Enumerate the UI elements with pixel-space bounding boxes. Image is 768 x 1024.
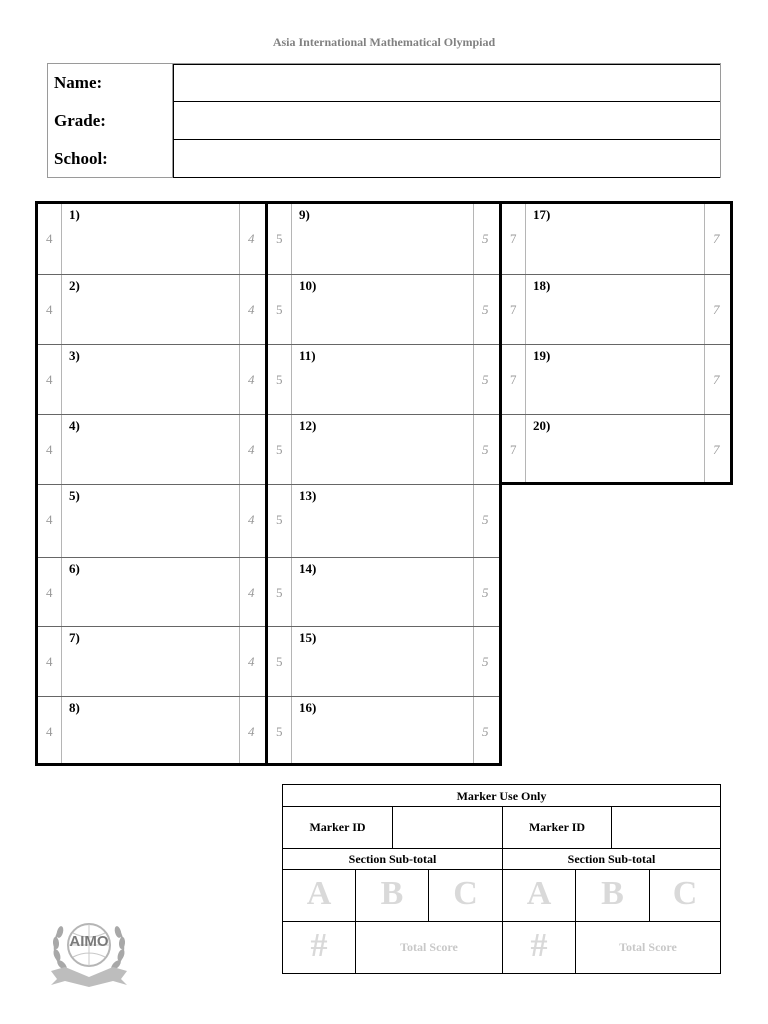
points-column-left — [502, 204, 526, 274]
answer-cell[interactable] — [38, 484, 265, 557]
answer-cell[interactable] — [502, 344, 730, 414]
hash-symbol-2: # — [530, 927, 548, 964]
points-column-right — [239, 627, 265, 696]
section-b-letter-2: B — [601, 875, 624, 912]
points-column-left — [38, 485, 62, 557]
points-column-left — [38, 558, 62, 626]
points-value-right: 5 — [482, 442, 489, 457]
points-value-left: 5 — [276, 442, 283, 457]
points-column-left — [268, 415, 292, 484]
marker-id-label-2: Marker ID — [528, 820, 586, 834]
question-number: 7) — [69, 630, 80, 645]
points-value-right: 4 — [248, 442, 255, 457]
points-column-right — [473, 485, 499, 557]
points-column-right — [473, 415, 499, 484]
points-column-left — [268, 204, 292, 274]
logo-text: AIMO — [69, 933, 109, 950]
points-column-left — [38, 275, 62, 344]
points-column-left — [268, 558, 292, 626]
question-number: 5) — [69, 488, 80, 503]
question-number: 20) — [533, 418, 551, 433]
question-number: 17) — [533, 207, 551, 222]
points-value-right: 4 — [248, 372, 255, 387]
answer-cell[interactable] — [38, 414, 265, 484]
subtotal-cell-2 — [502, 848, 721, 870]
section-b-cell-1[interactable] — [355, 869, 429, 922]
hash-cell-1[interactable] — [282, 921, 356, 974]
points-value-right: 4 — [248, 724, 255, 739]
points-column-right — [704, 204, 730, 274]
question-number: 15) — [299, 630, 317, 645]
grade-label: Grade: — [48, 102, 173, 140]
points-column-right — [473, 275, 499, 344]
answer-group-1 — [35, 201, 268, 766]
points-column-left — [268, 485, 292, 557]
section-a-cell-2[interactable] — [502, 869, 576, 922]
answer-cell[interactable] — [38, 344, 265, 414]
subtotal-cell-1 — [282, 848, 503, 870]
points-value-right: 7 — [713, 442, 720, 457]
question-number: 4) — [69, 418, 80, 433]
subtotal-label-1: Section Sub-total — [348, 852, 437, 866]
question-number: 19) — [533, 348, 551, 363]
points-value-left: 5 — [276, 231, 283, 246]
subtotal-label-2: Section Sub-total — [567, 852, 656, 866]
points-value-right: 5 — [482, 654, 489, 669]
points-value-left: 5 — [276, 302, 283, 317]
points-value-right: 4 — [248, 231, 255, 246]
points-value-right: 5 — [482, 231, 489, 246]
section-a-letter-2: A — [526, 875, 552, 912]
points-value-left: 4 — [46, 372, 53, 387]
marker-id-label-1: Marker ID — [309, 820, 366, 834]
points-value-left: 5 — [276, 654, 283, 669]
question-number: 2) — [69, 278, 80, 293]
section-c-cell-2[interactable] — [649, 869, 721, 922]
question-number: 10) — [299, 278, 317, 293]
school-field[interactable] — [173, 140, 720, 178]
points-value-left: 5 — [276, 724, 283, 739]
student-info-table — [47, 63, 721, 178]
points-value-left: 7 — [510, 372, 517, 387]
section-c-letter-2: C — [672, 875, 698, 912]
points-column-right — [473, 345, 499, 414]
points-column-left — [38, 697, 62, 763]
points-value-left: 5 — [276, 585, 283, 600]
section-c-cell-1[interactable] — [428, 869, 503, 922]
answer-group-2 — [265, 201, 502, 766]
points-value-left: 7 — [510, 302, 517, 317]
points-column-right — [239, 558, 265, 626]
grade-field[interactable] — [173, 102, 720, 140]
points-column-right — [239, 275, 265, 344]
points-value-left: 4 — [46, 512, 53, 527]
points-column-left — [502, 345, 526, 414]
hash-cell-2[interactable] — [502, 921, 576, 974]
school-row — [48, 140, 720, 178]
points-value-left: 4 — [46, 585, 53, 600]
question-number: 8) — [69, 700, 80, 715]
marker-title-cell — [282, 784, 721, 807]
points-column-right — [704, 345, 730, 414]
question-number: 18) — [533, 278, 551, 293]
answer-cell[interactable] — [38, 204, 265, 274]
points-column-right — [239, 485, 265, 557]
question-number: 13) — [299, 488, 317, 503]
points-column-right — [473, 558, 499, 626]
question-number: 11) — [299, 348, 316, 363]
points-column-left — [502, 415, 526, 482]
points-column-right — [473, 627, 499, 696]
points-value-right: 5 — [482, 724, 489, 739]
points-value-left: 7 — [510, 231, 517, 246]
marker-title: Marker Use Only — [456, 789, 547, 803]
points-column-left — [38, 345, 62, 414]
total-score-cell-1[interactable] — [355, 921, 503, 974]
answer-cell[interactable] — [268, 696, 499, 763]
points-column-right — [473, 697, 499, 763]
points-value-left: 4 — [46, 442, 53, 457]
points-column-left — [268, 345, 292, 414]
points-value-left: 5 — [276, 512, 283, 527]
section-a-cell-1[interactable] — [282, 869, 356, 922]
marker-id-field-1[interactable] — [392, 806, 503, 849]
points-column-right — [704, 415, 730, 482]
answer-cell[interactable] — [268, 484, 499, 557]
points-value-right: 7 — [713, 302, 720, 317]
total-score-label-2: Total Score — [619, 940, 677, 954]
section-a-letter-1: A — [306, 875, 332, 912]
name-field[interactable] — [173, 64, 720, 102]
points-column-right — [473, 204, 499, 274]
points-value-right: 4 — [248, 654, 255, 669]
points-column-left — [268, 627, 292, 696]
marker-use-table — [282, 784, 721, 974]
section-b-letter-1: B — [380, 875, 404, 912]
points-value-right: 5 — [482, 585, 489, 600]
name-row — [48, 64, 720, 102]
school-label: School: — [48, 140, 173, 178]
answer-cell[interactable] — [38, 274, 265, 344]
answer-cell[interactable] — [268, 204, 499, 274]
total-score-label-1: Total Score — [400, 940, 458, 954]
question-number: 16) — [299, 700, 317, 715]
points-column-left — [38, 415, 62, 484]
points-column-right — [239, 697, 265, 763]
points-value-right: 4 — [248, 302, 255, 317]
points-column-left — [268, 697, 292, 763]
points-column-right — [704, 275, 730, 344]
marker-id-field-2[interactable] — [611, 806, 721, 849]
answer-cell[interactable] — [38, 696, 265, 763]
name-label: Name: — [48, 64, 173, 102]
points-value-right: 5 — [482, 302, 489, 317]
page-title: Asia International Mathematical Olympiad — [272, 35, 496, 49]
answer-cell[interactable] — [268, 274, 499, 344]
question-number: 6) — [69, 561, 80, 576]
points-value-left: 4 — [46, 654, 53, 669]
answer-cell[interactable] — [38, 626, 265, 696]
answer-group-3 — [499, 201, 733, 485]
answer-cell[interactable] — [268, 557, 499, 626]
section-c-letter-1: C — [453, 875, 478, 912]
section-b-cell-2[interactable] — [575, 869, 650, 922]
points-value-left: 4 — [46, 231, 53, 246]
answer-cell[interactable] — [268, 414, 499, 484]
question-number: 12) — [299, 418, 317, 433]
answer-cell[interactable] — [268, 626, 499, 696]
marker-id-label-cell-2 — [502, 806, 612, 849]
answer-cell[interactable] — [502, 414, 730, 482]
points-value-left: 5 — [276, 372, 283, 387]
question-number: 9) — [299, 207, 310, 222]
answer-cell[interactable] — [38, 557, 265, 626]
aimo-logo — [45, 915, 133, 987]
points-value-left: 4 — [46, 302, 53, 317]
question-number: 14) — [299, 561, 317, 576]
points-value-right: 7 — [713, 372, 720, 387]
points-column-right — [239, 204, 265, 274]
points-value-right: 7 — [713, 231, 720, 246]
points-column-left — [268, 275, 292, 344]
question-number: 3) — [69, 348, 80, 363]
hash-symbol-1: # — [310, 927, 328, 964]
points-value-left: 7 — [510, 442, 517, 457]
points-column-left — [38, 204, 62, 274]
answer-cell[interactable] — [502, 204, 730, 274]
answer-cell[interactable] — [268, 344, 499, 414]
points-value-right: 4 — [248, 585, 255, 600]
marker-id-label-cell-1 — [282, 806, 393, 849]
points-column-left — [38, 627, 62, 696]
points-column-right — [239, 415, 265, 484]
total-score-cell-2[interactable] — [575, 921, 721, 974]
grade-row — [48, 102, 720, 140]
points-value-right: 5 — [482, 372, 489, 387]
points-value-left: 4 — [46, 724, 53, 739]
points-column-left — [502, 275, 526, 344]
answer-cell[interactable] — [502, 274, 730, 344]
points-column-right — [239, 345, 265, 414]
points-value-right: 5 — [482, 512, 489, 527]
points-value-right: 4 — [248, 512, 255, 527]
question-number: 1) — [69, 207, 80, 222]
